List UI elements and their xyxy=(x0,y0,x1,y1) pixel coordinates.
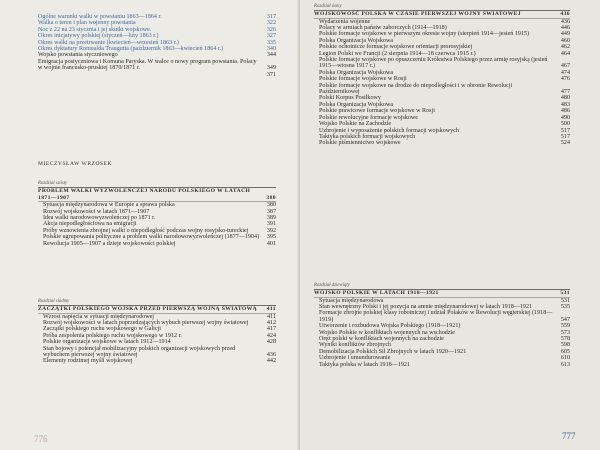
entry-page: 428 xyxy=(266,339,276,346)
chapter-title-text: WOJSKOWOŚĆ POLSKA W CZASIE PIERWSZEJ WOJNY ŚWIATOWEJ xyxy=(314,11,522,17)
toc-entry xyxy=(314,310,570,323)
entry-page: 371 xyxy=(266,72,276,79)
entry-text: Polacy w armiach państw zaborczych (1914—1918) xyxy=(319,25,447,31)
entry-page: 436 xyxy=(560,18,570,25)
entry-text: Taktyka polska w latach 1918—1921 xyxy=(319,361,410,368)
entry-text: Okres inicjatywy polskiej (styczeń—luty 1863 r.) xyxy=(38,33,159,40)
entry-page: 524 xyxy=(560,140,570,147)
entry-text: Polskie prawicowe formacje wojskowe w Rosji xyxy=(319,108,435,115)
entry-page: 391 xyxy=(266,221,276,228)
entry-text: Wojsko powstania styczniowego xyxy=(38,52,118,59)
chapter-label: Rozdział dziewiąty xyxy=(314,283,350,288)
entry-page: 517 xyxy=(560,133,570,140)
entry-page: 326 xyxy=(266,26,276,33)
chapter-title xyxy=(38,188,276,201)
entry-page: 467 xyxy=(560,63,570,70)
entry-page: 417 xyxy=(266,326,276,333)
chapter-label: Rozdział siódmy xyxy=(38,299,70,304)
chapter-title-page: 531 xyxy=(560,290,570,296)
entry-text: Rewolucja 1905—1907 a dzieje wojskowości polskiej xyxy=(43,240,176,247)
entry-page: 411 xyxy=(267,313,276,320)
entry-text: Noc z 22 na 23 stycznia i jej skutki wojskowe. xyxy=(38,26,152,33)
entry-page: 500 xyxy=(560,121,570,128)
chapter-8 xyxy=(314,4,570,147)
entry-text: Polskie formacje wojskowe na drodze do niepodległości i w obronie Rewolucji Październikowej xyxy=(319,82,513,96)
toc-entry xyxy=(38,241,276,247)
entry-text: Rozwój wojskowości w latach 1871—1907 xyxy=(43,208,150,215)
toc-entry xyxy=(314,140,570,146)
entry-text: Elementy rodzimej myśli wojskowej xyxy=(43,358,133,365)
entry-page: 486 xyxy=(560,108,570,115)
entry-page: 392 xyxy=(266,227,276,234)
toc-entry xyxy=(38,358,276,364)
chapter-title xyxy=(38,306,276,313)
chapter-title-page: 436 xyxy=(560,11,570,17)
chapter-title-text: WOJSKO POLSKIE W LATACH 1918—1921 xyxy=(314,290,439,296)
entry-page: 573 xyxy=(560,329,570,336)
entry-page: 474 xyxy=(560,69,570,76)
entry-text: Próby wznowienia zbrojnej walki o niepodległość podczas wojny rosyjsko-tureckiej xyxy=(43,227,249,234)
entry-page: 412 xyxy=(266,320,276,326)
entry-page: 335 xyxy=(266,39,276,46)
chapter-title xyxy=(314,11,570,18)
entry-page: 610 xyxy=(560,355,570,362)
entry-text: Próba zespolenia polskiego ruchu wojskowego w 1912 r. xyxy=(43,332,182,339)
entry-text: Uzbrojenie i wyposażenie polskich formacji wojskowych xyxy=(319,127,459,134)
chapter-7 xyxy=(38,299,276,365)
toc-entry xyxy=(314,57,570,70)
entry-page: 477 xyxy=(560,89,570,96)
chapter-label: Rozdział ósmy xyxy=(314,4,342,9)
entry-text: Akcja niepodległościowa na emigracji xyxy=(43,221,137,228)
page-number-left: 776 xyxy=(34,434,48,444)
entry-page: 436 xyxy=(266,352,276,359)
entry-page: 401 xyxy=(266,240,276,247)
entry-text: Stan bojowy i potencjał mobilizacyjny polskich organizacji wojskowych przed wybuchem pierwszej wojny światowej xyxy=(43,345,236,359)
entry-page: 490 xyxy=(560,114,570,121)
entry-page: 389 xyxy=(266,215,276,221)
toc-entry xyxy=(38,72,276,79)
entry-text: Polskie rewolucyjne formacje wojskowe xyxy=(319,114,418,121)
author-name: MIECZYSŁAW WRZOSEK xyxy=(38,161,113,167)
entry-page: 613 xyxy=(560,361,570,368)
entry-text: Polskie piśmiennictwo wojskowe xyxy=(319,140,401,147)
toc-entry xyxy=(314,83,570,96)
entry-text: Polski Korpus Posiłkowy xyxy=(319,95,381,102)
toc-entry xyxy=(38,346,276,359)
chapter-9 xyxy=(314,283,570,368)
entry-text: Taktyka polskich formacji wojskowych xyxy=(319,133,416,140)
entry-text: Wyniki konfliktów zbrojnych xyxy=(319,342,392,349)
entry-text: Sytuacja międzynarodowa w Europie a sprawa polska xyxy=(43,202,175,209)
entry-page: 464 xyxy=(560,50,570,57)
entry-page: 483 xyxy=(560,101,570,108)
entry-text: Polska Organizacja Wojskowa xyxy=(319,37,394,44)
chapter-label: Rozdział szósty xyxy=(38,181,68,186)
entry-page: 395 xyxy=(266,234,276,241)
entry-page: 340 xyxy=(266,46,276,53)
entry-page: 344 xyxy=(266,52,276,59)
entry-text: Walka o teren i plan wojenny powstania xyxy=(38,20,136,27)
entry-text: Wzrost napięcia w sytuacji międzynarodowej xyxy=(43,313,154,320)
entry-text: Polskie formacje wojskowe w pierwszym okresie wojny (sierpień 1914—jesień 1915) xyxy=(319,31,530,38)
entry-text: Polska Organizacja Wojskowa xyxy=(319,69,394,76)
entry-text: Polskie ugrupowania polityczne a problem walki narodowowyzwoleńczej (1877—1904) xyxy=(43,234,260,241)
entry-text: Polskie ochotnicze formacje wojskowe orientacji prorosyjskiej xyxy=(319,44,473,51)
entry-text: Polska Organizacja Wojskowa xyxy=(319,101,394,108)
toc-entry xyxy=(38,59,276,72)
entry-page: 462 xyxy=(560,44,570,51)
entry-text: Oręż polski w konfliktach wojennych na zachodzie xyxy=(319,336,444,343)
entry-text: Okres dyktatury Romualda Traugutta (październik 1863—kwiecień 1864 r.) xyxy=(38,46,224,53)
entry-page: 476 xyxy=(560,76,570,83)
entry-page: 442 xyxy=(266,358,276,365)
entry-text: Legion Polski we Francji (2 sierpnia 1914—18 czerwca 1915 r.) xyxy=(319,50,476,57)
entry-page: 449 xyxy=(560,31,570,38)
entry-page: 578 xyxy=(560,336,570,343)
toc-entry xyxy=(314,362,570,368)
left-top-list xyxy=(38,14,276,79)
entry-page: 327 xyxy=(266,33,276,40)
entry-page: 387 xyxy=(266,208,276,215)
page-number-right: 777 xyxy=(562,431,576,441)
entry-page: 460 xyxy=(560,37,570,44)
entry-text: Formacje zbrojne polskiej klasy robotniczej i udział Polaków w Rewolucji węgierskiej (1918—1919) xyxy=(319,310,553,323)
entry-text: Emigracja postyczniowa i Komuna Paryska. W walce o nowy program powstania. Polacy w wojnie francusko-pruskiej 1870/1871 r. xyxy=(38,58,257,72)
entry-text: Polskie formacje wojskowe w Rosji xyxy=(319,76,407,83)
entry-text: Wojsko Polskie w konfliktach wojennych na wschodzie xyxy=(319,329,455,336)
entry-text: Wojsko Polskie na Zachodzie xyxy=(319,121,392,128)
entry-page: 535 xyxy=(560,304,570,310)
entry-page: 380 xyxy=(266,202,276,209)
entry-text: Polskie organizacje wojskowe w latach 1912—1914 xyxy=(43,339,171,346)
chapter-title-page: 380 xyxy=(266,194,276,201)
entry-page: 446 xyxy=(560,25,570,31)
chapter-6 xyxy=(38,181,276,247)
entry-page: 605 xyxy=(560,348,570,355)
chapter-title xyxy=(314,290,570,297)
entry-page: 547 xyxy=(560,316,570,323)
entry-text: Polskie formacje wojskowe po opuszczeniu Królestwa Polskiego przez armię rosyjską (jesień 1915—wiosna 1917 r.) xyxy=(319,57,548,70)
entry-page: 322 xyxy=(266,20,276,27)
entry-text: Utworzenie i rozbudowa Wojska Polskiego (1918—1921) xyxy=(319,323,461,330)
entry-text: Ogólne warunki walki w powstaniu 1863—1864 r. xyxy=(38,14,162,20)
right-page xyxy=(300,0,600,450)
entry-text: Uzbrojenie i umundurowanie xyxy=(319,355,391,362)
entry-text: Okres walki na przetrwanie (kwiecień—wrzesień 1863 r.) xyxy=(38,39,179,46)
entry-page: 598 xyxy=(560,342,570,349)
entry-page: 559 xyxy=(560,323,570,330)
chapter-title-text: ZACZĄTKI POLSKIEGO WOJSKA PRZED PIERWSZĄ WOJNĄ ŚWIATOWĄ xyxy=(38,306,258,312)
entry-text: Demobilizacja Polskich Sił Zbrojnych w latach 1920—1921 xyxy=(319,348,467,355)
chapter-title-page: 411 xyxy=(266,306,276,312)
entry-page: 317 xyxy=(266,14,276,20)
entry-text: Idea walki narodowowyzwoleńczej po 1871 r. xyxy=(43,215,156,221)
entry-text: Rozwój wojskowości w latach poprzedzających wybuch pierwszej wojny światowej xyxy=(43,320,249,326)
entry-text: Wydarzenia wojenne xyxy=(319,18,371,25)
entry-text: Zaczątki polskiego ruchu wojskowego w Galicji xyxy=(43,326,161,333)
entry-page: 480 xyxy=(560,95,570,102)
entry-text: Stan wewnętrzny Polski i jej pozycja na arenie międzynarodowej w latach 1918—1921 xyxy=(319,304,533,310)
entry-text: Sytuacja międzynarodowa xyxy=(319,297,384,304)
entry-page: 349 xyxy=(266,65,276,72)
entry-page: 531 xyxy=(560,297,570,304)
chapter-title-text: PROBLEM WALKI WYZWOLEŃCZEJ NARODU POLSKIEGO W LATACH 1871—1907 xyxy=(38,188,251,201)
entry-page: 517 xyxy=(560,127,570,134)
entry-page: 424 xyxy=(266,332,276,339)
